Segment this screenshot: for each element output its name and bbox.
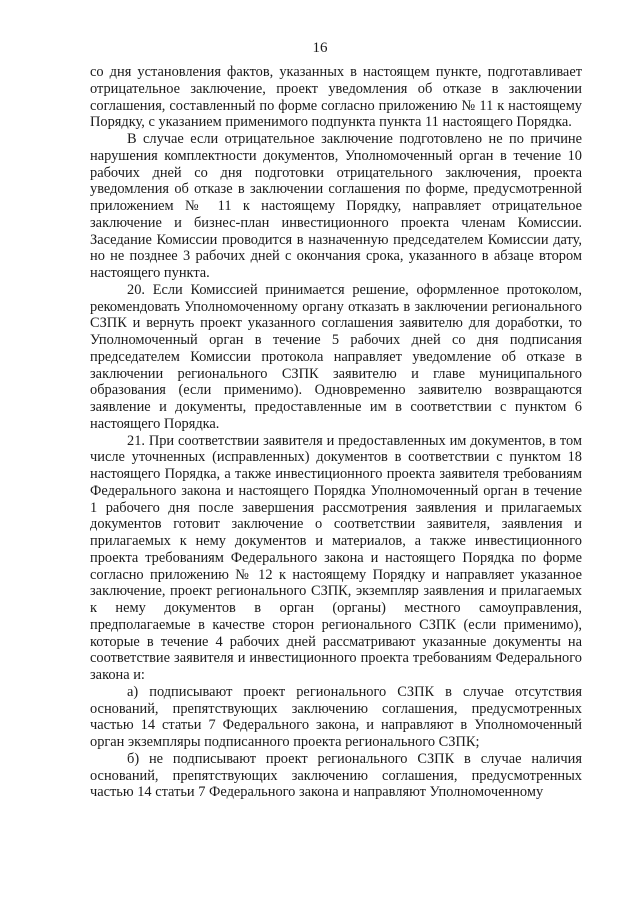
paragraph-negative-conclusion: В случае если отрицательное заключение подготовлено не по причине нарушения комплектности документов, Уполномоченный орган в течение 10 рабочих дней со дня подготовки отрицательного заключения, проекта уведомления об отказе в заключении соглашения по форме, предусмотренной приложением № 11 к настоящему Порядку, направляет отрицательное заключение и бизнес-план инвестиционного проекта членам Комиссии. Заседание Комиссии проводится в назначенную председателем Комиссии дату, но не позднее 3 рабочих дней с окончания срока, указанного в абзаце втором настоящего пункта. [90, 131, 582, 281]
paragraph-subitem-b: б) не подписывают проект регионального СЗПК в случае наличия оснований, препятствующих заключению соглашения, предусмотренных частью 14 статьи 7 Федерального закона и направляют Уполномоченному [90, 750, 582, 801]
paragraph-continuation: со дня установления фактов, указанных в настоящем пункте, подготавливает отрицательное заключение, проект уведомления об отказе в заключении соглашения, составленный по форме согласно приложению № 11 к настоящему Порядку, с указанием применимого подпункта пункта 11 настоящего Порядка. [90, 64, 582, 131]
paragraph-item-20: 20. Если Комиссией принимается решение, оформленное протоколом, рекомендовать Уполномоченному органу отказать в заключении регионального СЗПК и вернуть проект указанного соглашения заявителю для доработки, то Уполномоченный орган в течение 5 рабочих дней со дня подписания председателем Комиссии протокола направляет уведомление об отказе в заключении регионального СЗПК заявителю и главе муниципального образования (если применимо). Одновременно заявителю возвращаются заявление и документы, предоставленные им в соответствии с пунктом 6 настоящего Порядка. [90, 281, 582, 432]
paragraph-subitem-a: а) подписывают проект регионального СЗПК в случае отсутствия оснований, препятствующих заключению соглашения, предусмотренных частью 14 статьи 7 Федерального закона, и направляют в Уполномоченный орган экземпляры подписанного проекта регионального СЗПК; [90, 683, 582, 750]
document-body [90, 64, 582, 801]
paragraph-item-21: 21. При соответствии заявителя и предоставленных им документов, в том числе уточненных (исправленных) документов в соответствии с пунктом 18 настоящего Порядка, а также инвестиционного проекта заявителя требованиям Федерального закона и настоящего Порядка Уполномоченный орган в течение 1 рабочего дня после завершения рассмотрения заявления и прилагаемых документов готовит заключение о соответствии заявителя, заявления и прилагаемых к нему документов и материалов, а также инвестиционного проекта требованиям Федерального закона и настоящего Порядка по форме согласно приложению № 12 к настоящему Порядку и направляет указанное заключение, проект регионального СЗПК, экземпляр заявления и прилагаемых к нему документов в орган (органы) местного самоуправления, предполагаемые в качестве сторон регионального СЗПК (если применимо), которые в течение 4 рабочих дней рассматривают указанные документы на соответствие заявителя и инвестиционного проекта требованиям Федерального закона и: [90, 432, 582, 683]
page-number: 16 [312, 40, 328, 56]
